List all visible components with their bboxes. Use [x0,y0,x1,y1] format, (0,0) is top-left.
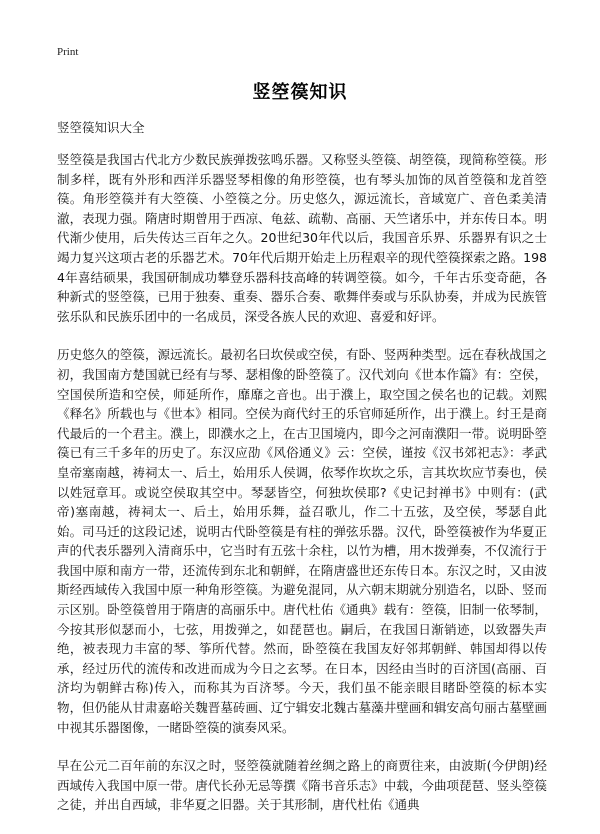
document-title: 竖箜篌知识 [252,82,348,103]
print-label: Print [57,46,79,58]
paragraph-intro: 竖箜篌是我国古代北方少数民族弹拨弦鸣乐器。又称竖头箜篌、胡箜篌，现简称箜篌。形制多样，既有外形和西洋乐器竖琴相像的角形箜篌，也有琴头加饰的凤首箜篌和龙首箜篌。角形箜篌并有大箜篌、小箜篌之分。历史悠久，源远流长，音域宽广、音色柔美清澈，表现力强。隋唐时期曾用于西凉、龟兹、疏勒、高丽、天竺诸乐中，并东传日本。明代渐少使用，后失传达三百年之久。20世纪30年代以后，我国音乐界、乐器界有识之士竭力复兴这项古老的乐器艺术。70年代后期开始走上历程艰辛的现代箜篌探索之路。1984年喜结硕果，我国研制成功攀登乐器科技高峰的转调箜篌。如今，千年古乐变奇葩，各种新式的竖箜篌，已用于独奏、重奏、器乐合奏、歌舞伴奏或与乐队协奏，并成为民族管弦乐队和民族乐团中的一名成员，深受各族人民的欢迎、喜爱和好评。 [57,152,547,324]
document-subtitle: 竖箜篌知识大全 [57,120,145,135]
paragraph-vertical-konghou: 早在公元二百年前的东汉之时，竖箜篌就随着丝绸之路上的商贾往来，由波斯(今伊朗)经西域传入我国中原一带。唐代长孙无忌等撰《隋书音乐志》中载，今曲项琵琶、竖头箜篌之徒，并出自西域，非华夏之旧器。关于其形制，唐代杜佑《通典 [57,758,547,813]
document-body [57,150,547,834]
paragraph-history: 历史悠久的箜篌，源远流长。最初名曰坎侯或空侯，有卧、竖两种类型。远在春秋战国之初，我国南方楚国就已经有与琴、瑟相像的卧箜篌了。汉代刘向《世本作篇》有：空侯，空国侯所造和空侯，师延所作，靡靡之音也。出于濮上，取空国之侯名也的记载。刘熙《释名》所载也与《世本》相同。空侯为商代纣王的乐官师延所作，出于濮上。纣王是商代最后的一个君主。濮上，即濮水之上，在古卫国境内，即今之河南濮阳一带。说明卧箜篌已有三千多年的历史了。东汉应劭《风俗通义》云：空侯，谨按《汉书郊祀志》：孝武皇帝塞南越，祷祠太一、后土，始用乐人侯调，依琴作坎坎之乐，言其坎坎应节奏也，侯以姓冠章耳。或说空侯取其空中。琴瑟皆空，何独坎侯耶?《史记封禅书》中则有：(武帝)塞南越，祷祠太一、后土，始用乐舞，益召歌儿，作二十五弦，及空侯，琴瑟自此始。司马迁的这段记述，说明古代卧箜篌是有柱的弹弦乐器。汉代，卧箜篌被作为华夏正声的代表乐器列入清商乐中，它当时有五弦十余柱，以竹为槽，用木拨弹奏，不仅流行于我国中原和南方一带，还流传到东北和朝鲜，在隋唐盛世还东传日本。东汉之时，又由波斯经西域传入我国中原一种角形箜篌。为避免混同，从六朝末期就分别造名，以卧、竖而示区别。卧箜篌曾用于隋唐的高丽乐中。唐代杜佑《通典》载有：箜篌，旧制一依琴制，今按其形似瑟而小，七弦，用拨弹之，如琵琶也。嗣后，在我国日渐销迹，以致器失声绝，被表现力丰富的琴、筝所代替。然而，卧箜篌在我国友好邻邦朝鲜、韩国却得以传承，经过历代的流传和改进而成为今日之玄琴。在日本，因经由当时的百济国(高丽、百济均为朝鲜古称)传入，而称其为百济琴。今天，我们虽不能亲眼目睹卧箜篌的标本实物，但仍能从甘肃嘉峪关魏晋墓砖画、辽宁辑安北魏古墓藻井壁画和辑安高句丽古墓壁画中视其乐器图像，一睹卧箜篌的演奏风采。 [57,347,547,735]
